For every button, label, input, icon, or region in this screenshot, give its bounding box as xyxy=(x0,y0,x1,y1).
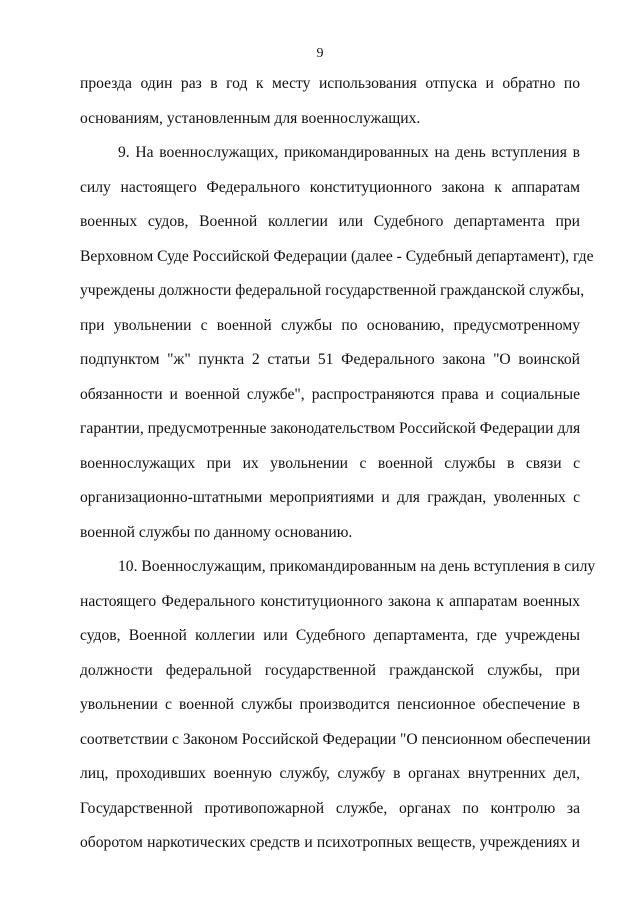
document-body xyxy=(80,67,596,861)
text-line: лиц, проходивших военную службу, службу в органах внутренних дел, xyxy=(80,765,580,782)
text-line: 9. На военнослужащих, прикомандированных на день вступления в xyxy=(118,144,580,161)
text-line: 10. Военнослужащим, прикомандированным на день вступления в силу xyxy=(118,558,596,575)
text-line: соответствии с Законом Российской Федерации "О пенсионном обеспечении xyxy=(80,730,591,748)
text-line: учреждены должности федеральной государственной гражданской службы, xyxy=(80,282,585,299)
text-line: при увольнении с военной службы по основанию, предусмотренному xyxy=(80,316,580,334)
text-line: военных судов, Военной коллегии или Судебного департамента при xyxy=(80,213,580,230)
text-line: Верховном Суде Российской Федерации (далее - Судебный департамент), где xyxy=(80,247,594,265)
text-line: силу настоящего Федерального конституционного закона к аппаратам xyxy=(80,178,580,196)
text-line: подпунктом "ж" пункта 2 статьи 51 Федерального закона "О воинской xyxy=(80,351,580,368)
page-number: 9 xyxy=(316,46,324,61)
text-line: основаниям, установленным для военнослужащих. xyxy=(80,109,421,127)
text-line: оборотом наркотических средств и психотропных веществ, учреждениях и xyxy=(80,834,580,851)
text-line: обязанности и военной службе", распространяются права и социальные xyxy=(80,385,580,403)
text-line: гарантии, предусмотренные законодательством Российской Федерации для xyxy=(80,420,581,437)
text-line: увольнении с военной службы производится пенсионное обеспечение в xyxy=(80,696,580,713)
text-line: Государственной противопожарной службе, органах по контролю за xyxy=(80,799,580,817)
text-line: военной службы по данному основанию. xyxy=(80,523,353,541)
text-line: проезда один раз в год к месту использования отпуска и обратно по xyxy=(80,75,580,92)
text-line: судов, Военной коллегии или Судебного департамента, где учреждены xyxy=(80,627,580,644)
text-line: военнослужащих при их увольнении с военной службы в связи с xyxy=(80,454,580,472)
text-line: организационно-штатными мероприятиями и для граждан, уволенных с xyxy=(80,489,580,506)
text-line: должности федеральной государственной гражданской службы, при xyxy=(80,661,580,679)
text-line: настоящего Федерального конституционного закона к аппаратам военных xyxy=(80,592,580,610)
